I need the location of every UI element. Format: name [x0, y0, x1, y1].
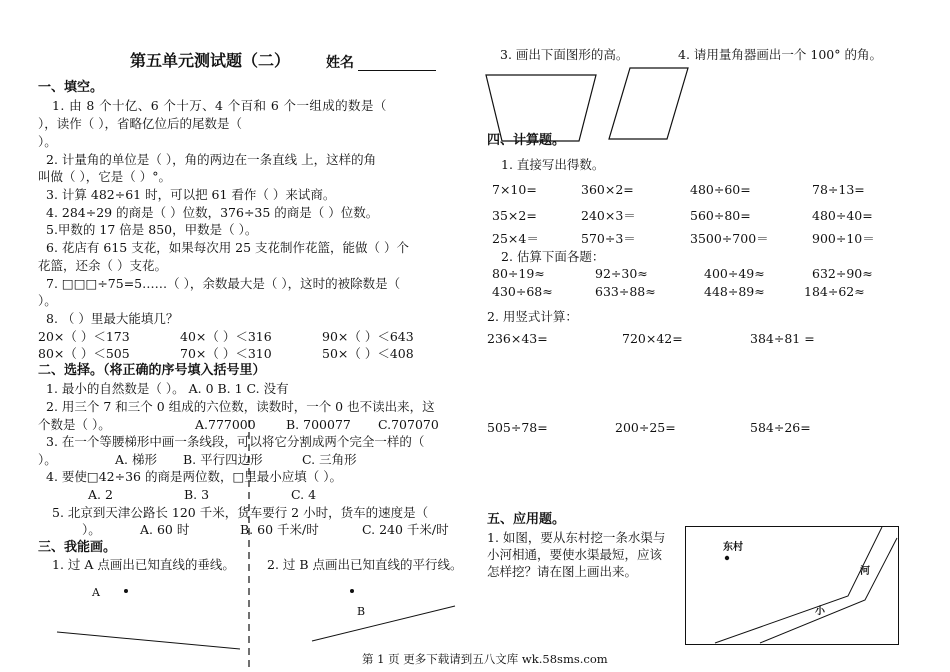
- s2-q2-option: A.777000: [195, 417, 256, 432]
- s2-q3-option: B. 平行四边形: [183, 452, 263, 467]
- s1-q6-line1: 6. 花店有 615 支花，如果每次用 25 支花制作花篮，能做（ ）个: [46, 240, 410, 255]
- vertical-cell: 200÷25=: [615, 420, 676, 435]
- estimate-cell: 633÷88≈: [595, 284, 656, 299]
- estimate-cell: 80÷19≈: [492, 266, 545, 281]
- s2-q2-line2: 个数是（ ）。: [38, 417, 111, 432]
- point-a-label: A: [92, 586, 100, 599]
- s1-q2-line1: 2. 计量角的单位是（ ），角的两边在一条直线 上，这样的角: [46, 152, 377, 167]
- s1-q7-line2: ）。: [38, 293, 57, 308]
- s2-q2-line1: 2. 用三个 7 和三个 0 组成的六位数，读数时，一个 0 也不读出来，这: [46, 399, 435, 414]
- ineq-cell: 40×（ ）＜316: [180, 329, 272, 344]
- direct-cell: 570÷3＝: [581, 231, 636, 246]
- direct-cell: 900÷10＝: [812, 231, 875, 246]
- ineq-cell: 20×（ ）＜173: [38, 329, 130, 344]
- direct-cell: 7×10=: [492, 182, 537, 197]
- vertical-cell: 505÷78=: [487, 420, 548, 435]
- s3-q1: 1. 过 A 点画出已知直线的垂线。: [52, 557, 235, 572]
- section-2-heading: 二、选择。（将正确的序号填入括号里）: [38, 363, 266, 378]
- point-b-label: B: [357, 605, 366, 618]
- s2-q3-line1: 3. 在一个等腰梯形中画一条线段，可以将它分割成两个完全一样的（: [46, 434, 425, 449]
- given-line-a: [57, 632, 240, 649]
- ineq-cell: 70×（ ）＜310: [180, 346, 272, 361]
- s2-q4-option: A. 2: [88, 487, 113, 502]
- estimate-cell: 632÷90≈: [812, 266, 873, 281]
- s2-q5-option: B. 60 千米/时: [240, 522, 319, 537]
- estimate-cell: 92÷30≈: [595, 266, 648, 281]
- s2-q5-line2: ）。: [82, 522, 101, 537]
- estimate-cell: 400÷49≈: [704, 266, 765, 281]
- s4-sub2: 2. 估算下面各题：: [501, 249, 605, 264]
- s1-q8: 8. （ ）里最大能填几？: [46, 311, 179, 326]
- estimate-cell: 430÷68≈: [492, 284, 553, 299]
- s2-q3-line2: ）。: [38, 452, 57, 467]
- ineq-cell: 80×（ ）＜505: [38, 346, 130, 361]
- section-4-heading: 四、计算题。: [487, 133, 566, 148]
- direct-cell: 35×2=: [492, 208, 537, 223]
- river-label-1: 河: [860, 566, 870, 577]
- direct-cell: 78÷13=: [812, 182, 865, 197]
- vertical-cell: 236×43=: [487, 331, 548, 346]
- s1-q6-line2: 花篮，还余（ ）支花。: [38, 258, 167, 273]
- s2-q4: 4. 要使□42÷36 的商是两位数，□里最小应填（ ）。: [46, 469, 343, 484]
- river-bank-lower: [760, 538, 897, 643]
- s1-q1-line1: 1. 由 8 个十亿、6 个十万、4 个百和 6 个一组成的数是（: [52, 98, 387, 113]
- direct-cell: 360×2=: [581, 182, 634, 197]
- s3-q4: 4. 请用量角器画出一个 100° 的角。: [678, 47, 882, 62]
- vertical-cell: 384÷81 =: [750, 331, 815, 346]
- parallelogram-shape: [609, 68, 688, 139]
- s1-q5: 5.甲数的 17 倍是 850，甲数是（ ）。: [46, 222, 258, 237]
- s5-q1-line3: 怎样挖？请在图上画出来。: [487, 564, 638, 579]
- s2-q3-option: C. 三角形: [302, 452, 357, 467]
- s2-q5-option: A. 60 时: [140, 522, 190, 537]
- point-a-dot: [124, 589, 128, 593]
- direct-cell: 25×4＝: [492, 231, 539, 246]
- s5-q1-line2: 小河相通，要使水渠最短，应该: [487, 547, 663, 562]
- s5-q1-line1: 1. 如图，要从东村挖一条水渠与: [487, 530, 666, 545]
- ineq-cell: 50×（ ）＜408: [322, 346, 414, 361]
- s4-sub1: 1. 直接写出得数。: [501, 157, 605, 172]
- page-footer: 第 1 页 更多下载请到五八文库 wk.58sms.com: [362, 652, 608, 666]
- section-1-heading: 一、填空。: [38, 80, 104, 95]
- s1-q1-line3: ）。: [38, 134, 57, 149]
- s2-q5-line1: 5. 北京到天津公路长 120 千米，货车要行 2 小时，货车的速度是（: [52, 505, 429, 520]
- s2-q3-option: A. 梯形: [115, 452, 157, 467]
- s1-q4: 4. 284÷29 的商是（ ）位数，376÷35 的商是（ ）位数。: [46, 205, 379, 220]
- village-label: 东村: [723, 542, 743, 553]
- given-line-b: [312, 606, 455, 641]
- s2-q4-option: C. 4: [291, 487, 317, 502]
- s4-sub3: 2. 用竖式计算：: [487, 309, 578, 324]
- s1-q2-line2: 叫做（ ），它是（ ）°。: [38, 169, 171, 184]
- vertical-cell: 720×42=: [622, 331, 683, 346]
- point-b-dot: [350, 589, 354, 593]
- s2-q1: 1. 最小的自然数是（ ）。 A. 0 B. 1 C. 没有: [46, 381, 289, 396]
- name-label: 姓名: [326, 55, 354, 71]
- trapezoid-shape: [486, 75, 596, 141]
- vertical-cell: 584÷26=: [750, 420, 811, 435]
- village-dot: [725, 556, 729, 560]
- estimate-cell: 448÷89≈: [704, 284, 765, 299]
- s2-q5-option: C. 240 千米/时: [362, 522, 449, 537]
- s1-q3: 3. 计算 482÷61 时，可以把 61 看作（ ）来试商。: [46, 187, 336, 202]
- s1-q7: 7. □□□÷75=5……（ ），余数最大是（ ），这时的被除数是（: [46, 276, 401, 291]
- page-title: 第五单元测试题（二）: [130, 51, 291, 70]
- direct-cell: 480÷40=: [812, 208, 873, 223]
- section-3-heading: 三、我能画。: [38, 540, 117, 555]
- ineq-cell: 90×（ ）＜643: [322, 329, 414, 344]
- direct-cell: 480÷60=: [690, 182, 751, 197]
- s3-q3: 3. 画出下面图形的高。: [500, 47, 629, 62]
- direct-cell: 240×3＝: [581, 208, 636, 223]
- s2-q2-option: B. 700077: [286, 417, 351, 432]
- estimate-cell: 184÷62≈: [804, 284, 865, 299]
- s2-q4-option: B. 3: [184, 487, 210, 502]
- s2-q2-option: C.707070: [378, 417, 439, 432]
- section-5-heading: 五、应用题。: [487, 512, 566, 527]
- river-bank-upper: [715, 527, 882, 643]
- river-label-2: 小: [815, 606, 825, 617]
- s3-q2: 2. 过 B 点画出已知直线的平行线。: [267, 557, 463, 572]
- s1-q1-line2: ），读作（ ），省略亿位后的尾数是（: [38, 116, 242, 131]
- direct-cell: 3500÷700＝: [690, 231, 769, 246]
- direct-cell: 560÷80=: [690, 208, 751, 223]
